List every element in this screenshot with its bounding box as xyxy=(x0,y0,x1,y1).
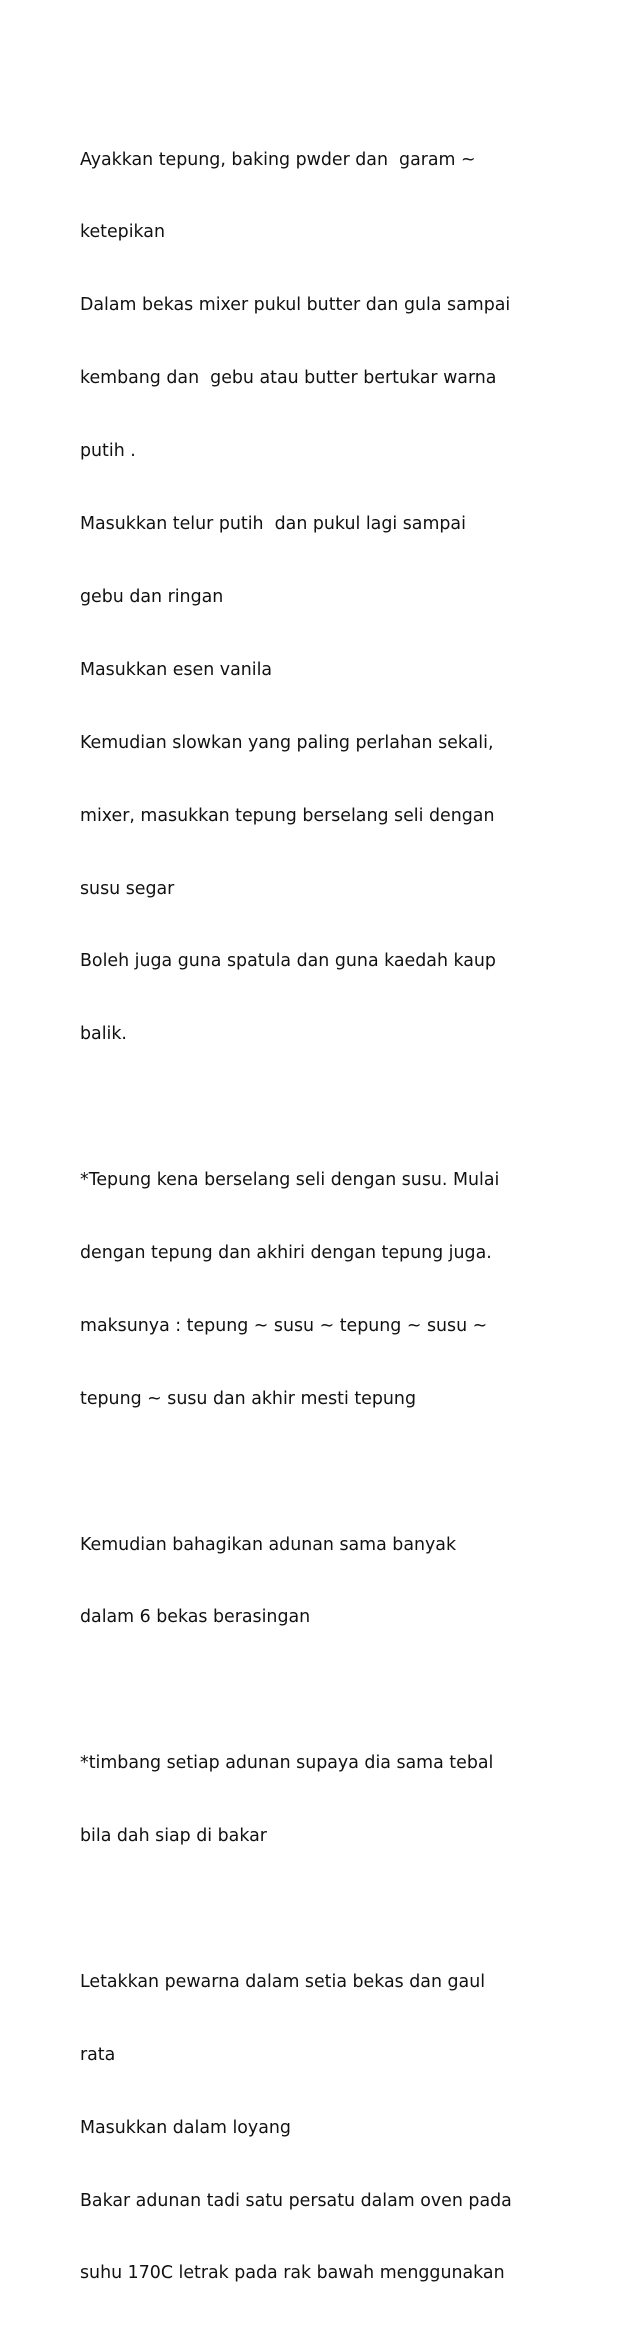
document-line: bila dah siap di bakar xyxy=(80,1826,267,1847)
document-line: susu segar xyxy=(80,878,175,899)
document-line: maksunya : tepung ~ susu ~ tepung ~ susu ~ xyxy=(80,1315,488,1336)
document-line: ketepikan xyxy=(80,222,165,243)
document-line: kembang dan gebu atau butter bertukar warna xyxy=(80,368,497,389)
document-line: Ayakkan tepung, baking pwder dan garam ~ xyxy=(80,149,476,170)
blank-line xyxy=(80,1897,580,1921)
document-line: balik. xyxy=(80,1024,127,1045)
document-line: dengan tepung dan akhiri dengan tepung juga. xyxy=(80,1242,492,1263)
document-line: Masukkan dalam loyang xyxy=(80,2117,291,2138)
document-line: rata xyxy=(80,2044,116,2065)
document-line: Kemudian bahagikan adunan sama banyak xyxy=(80,1534,457,1555)
document-line: *Tepung kena berselang seli dengan susu. Mulai xyxy=(80,1170,500,1191)
document-line: Kemudian slowkan yang paling perlahan sekali, xyxy=(80,732,494,753)
document-line: Bakar adunan tadi satu persatu dalam oven pada xyxy=(80,2190,512,2211)
document-line: suhu 170C letrak pada rak bawah menggunakan xyxy=(80,2263,505,2284)
document-line: Dalam bekas mixer pukul butter dan gula sampai xyxy=(80,295,511,316)
document-line: Masukkan esen vanila xyxy=(80,659,273,680)
document-line: tepung ~ susu dan akhir mesti tepung xyxy=(80,1388,416,1409)
document-line: putih . xyxy=(80,441,136,462)
document-body xyxy=(80,99,580,2334)
blank-line xyxy=(80,1678,580,1702)
document-line: gebu dan ringan xyxy=(80,586,224,607)
document-line: Boleh juga guna spatula dan guna kaedah kaup xyxy=(80,951,496,972)
document-line: dalam 6 bekas berasingan xyxy=(80,1607,311,1628)
document-line: *timbang setiap adunan supaya dia sama tebal xyxy=(80,1753,494,1774)
blank-line xyxy=(80,1460,580,1484)
document-line: Letakkan pewarna dalam setia bekas dan gaul xyxy=(80,1971,486,1992)
document-line: mixer, masukkan tepung berselang seli dengan xyxy=(80,805,495,826)
document-line: Masukkan telur putih dan pukul lagi sampai xyxy=(80,514,466,535)
blank-line xyxy=(80,1095,580,1119)
